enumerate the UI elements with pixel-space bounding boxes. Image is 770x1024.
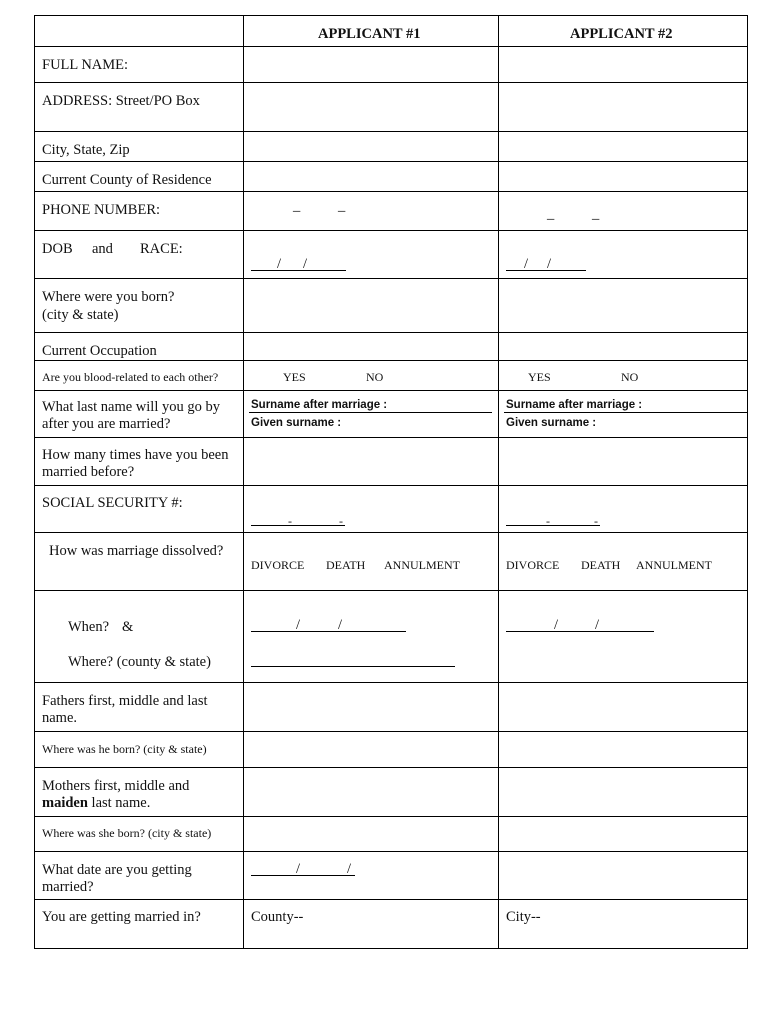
phone1-dash: _ [293, 198, 301, 214]
ssn1-hyphen: - [339, 514, 343, 528]
row-divider [34, 278, 748, 279]
applicant2-header: APPLICANT #2 [570, 26, 673, 42]
blood2-no[interactable]: NO [621, 370, 639, 384]
times-married-label-line1: How many times have you been [42, 447, 229, 463]
dissolved1-annulment[interactable]: ANNULMENT [384, 558, 460, 572]
and-label: and [92, 241, 113, 257]
dob1-line[interactable] [251, 270, 346, 271]
row-divider [34, 191, 748, 192]
when2-line[interactable] [506, 631, 654, 632]
row-divider [34, 851, 748, 852]
phone2-dash: _ [547, 206, 555, 222]
occupation-label: Current Occupation [42, 343, 157, 359]
row-divider [34, 532, 748, 533]
ssn2-hyphen: - [546, 514, 550, 528]
when-label: When? [68, 619, 110, 635]
row-divider [34, 46, 748, 47]
given1-label: Given surname : [251, 417, 342, 429]
surname1-divider [249, 412, 492, 413]
dob-label: DOB [42, 241, 73, 257]
row-divider [34, 332, 748, 333]
phone2-dash: _ [592, 206, 600, 222]
wedding-date-line[interactable] [251, 875, 355, 876]
county-field[interactable]: County-- [251, 909, 304, 925]
row-divider [34, 82, 748, 83]
address-label: ADDRESS: Street/PO Box [42, 93, 200, 109]
maiden-word: maiden [42, 795, 88, 811]
race-label: RACE: [140, 241, 183, 257]
row-divider [34, 390, 748, 391]
column-divider [243, 15, 244, 949]
last-name-label-line1: What last name will you go by [42, 399, 220, 415]
row-divider [34, 485, 748, 486]
last-name-label-line2: after you are married? [42, 416, 171, 432]
ssn2-line[interactable] [506, 525, 600, 526]
blood1-no[interactable]: NO [366, 370, 384, 384]
when2-slash: / [595, 617, 600, 633]
blood2-yes[interactable]: YES [528, 370, 551, 384]
mother-label-line1: Mothers first, middle and [42, 778, 190, 794]
row-divider [34, 131, 748, 132]
given2-label: Given surname : [506, 417, 597, 429]
city-field[interactable]: City-- [506, 909, 541, 925]
father-label-line2: name. [42, 710, 78, 726]
row-divider [34, 360, 748, 361]
row-divider [34, 731, 748, 732]
where-label: Where? (county & state) [68, 654, 211, 670]
when2-slash: / [554, 617, 559, 633]
row-divider [34, 899, 748, 900]
mother-born-label: Where was she born? (city & state) [42, 826, 212, 840]
wedding-date-label-line1: What date are you getting [42, 862, 192, 878]
dob1-slash: / [303, 256, 308, 272]
dissolved-label: How was marriage dissolved? [49, 543, 224, 559]
dob2-line[interactable] [506, 270, 586, 271]
married-in-label: You are getting married in? [42, 909, 201, 925]
wedding-date-slash: / [296, 861, 301, 877]
dissolved1-death[interactable]: DEATH [326, 558, 366, 572]
column-divider [498, 15, 499, 949]
blood1-yes[interactable]: YES [283, 370, 306, 384]
mother-label-rest: last name. [87, 795, 151, 811]
dob2-slash: / [547, 256, 552, 272]
born-label-line1: Where were you born? [42, 289, 175, 305]
surname2-label: Surname after marriage : [506, 399, 643, 411]
county-label: Current County of Residence [42, 172, 212, 188]
full-name-label: FULL NAME: [42, 57, 129, 73]
where1-line[interactable] [251, 666, 455, 667]
dob1-slash: / [277, 256, 282, 272]
phone1-dash: _ [338, 198, 346, 214]
dissolved2-divorce[interactable]: DIVORCE [506, 558, 560, 572]
row-divider [34, 161, 748, 162]
dissolved1-divorce[interactable]: DIVORCE [251, 558, 305, 572]
father-born-label: Where was he born? (city & state) [42, 742, 207, 756]
row-divider [34, 816, 748, 817]
born-label-line2: (city & state) [42, 307, 119, 323]
ssn1-hyphen: - [288, 514, 292, 528]
row-divider [34, 767, 748, 768]
when1-slash: / [296, 617, 301, 633]
row-divider [34, 437, 748, 438]
mother-label-line2 [42, 794, 150, 812]
surname1-label: Surname after marriage : [251, 399, 388, 411]
times-married-label-line2: married before? [42, 464, 135, 480]
amp-label: & [122, 619, 134, 635]
row-divider [34, 682, 748, 683]
dissolved2-death[interactable]: DEATH [581, 558, 621, 572]
ssn-label: SOCIAL SECURITY #: [42, 495, 183, 511]
blood-related-label: Are you blood-related to each other? [42, 370, 219, 384]
city-state-zip-label: City, State, Zip [42, 142, 130, 158]
row-divider [34, 590, 748, 591]
applicant1-header: APPLICANT #1 [318, 26, 421, 42]
father-label-line1: Fathers first, middle and last [42, 693, 208, 709]
ssn1-line[interactable] [251, 525, 345, 526]
ssn2-hyphen: - [594, 514, 598, 528]
surname2-divider [504, 412, 747, 413]
when1-line[interactable] [251, 631, 406, 632]
dissolved2-annulment[interactable]: ANNULMENT [636, 558, 712, 572]
wedding-date-slash: / [347, 861, 352, 877]
when1-slash: / [338, 617, 343, 633]
dob2-slash: / [524, 256, 529, 272]
wedding-date-label-line2: married? [42, 879, 94, 895]
phone-label: PHONE NUMBER: [42, 202, 161, 218]
row-divider [34, 230, 748, 231]
